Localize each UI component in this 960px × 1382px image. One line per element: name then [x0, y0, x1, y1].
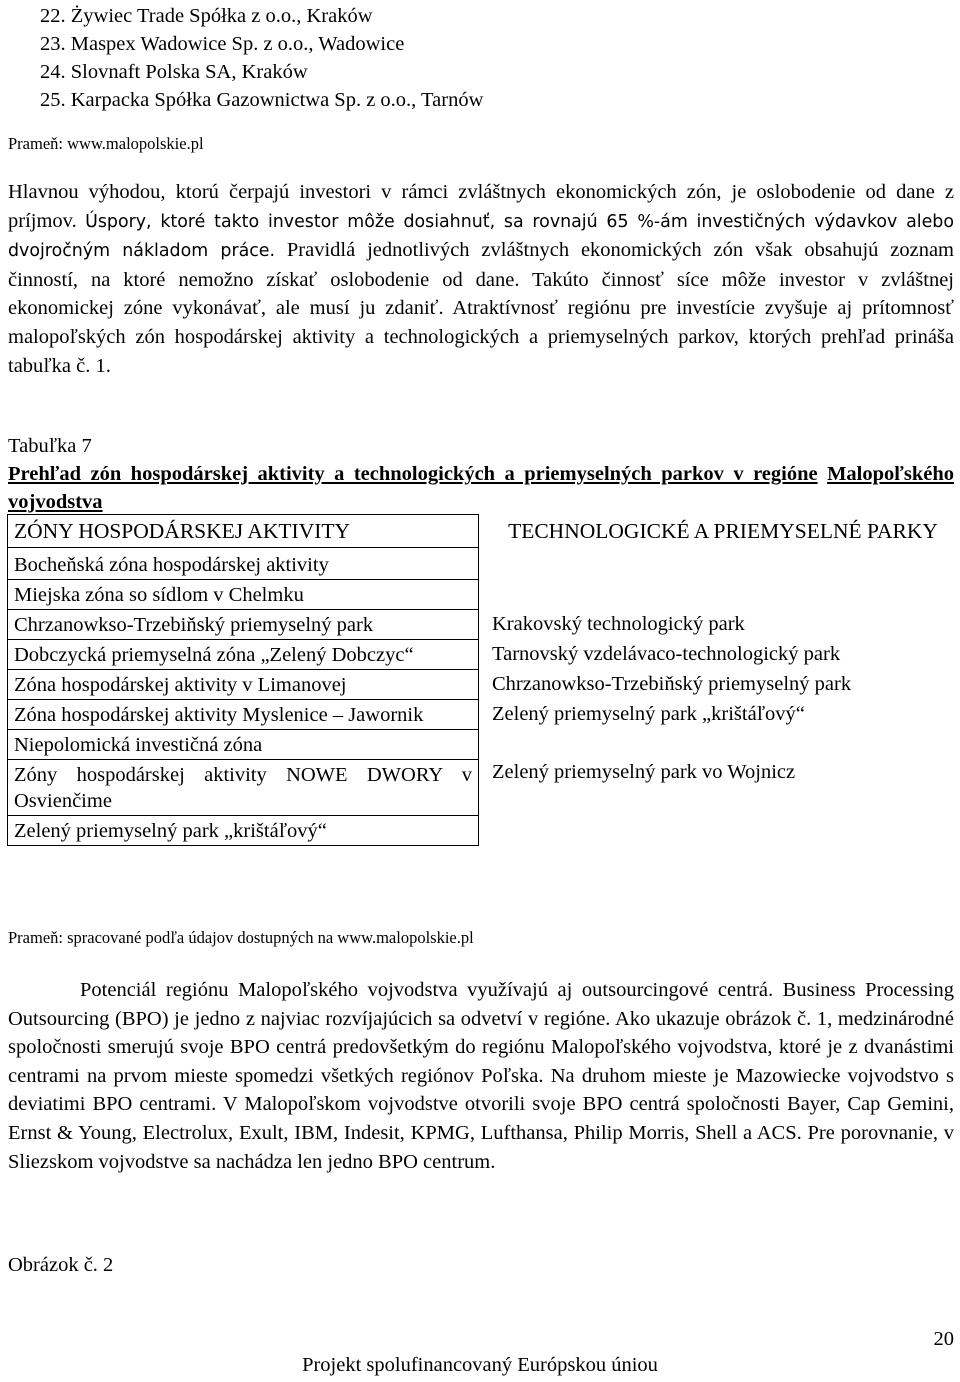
- column-header-zones: ZÓNY HOSPODÁRSKEJ AKTIVITY: [8, 515, 479, 548]
- column-header-parks: TECHNOLOGICKÉ A PRIEMYSELNÉ PARKY: [508, 519, 938, 543]
- table-cell: Bocheňská zóna hospodárskej aktivity: [8, 548, 479, 580]
- parks-column: [492, 514, 954, 783]
- source-note: Prameň: www.malopolskie.pl: [8, 134, 204, 153]
- list-item: Zelený priemyselný park „krištáľový“: [492, 703, 805, 725]
- table-cell: Miejska zóna so sídlom v Chelmku: [8, 580, 479, 610]
- body-paragraph: Potenciál regiónu Malopoľského vojvodstva využívajú aj outsourcingové centrá. Business Processing Outsourcing (BPO) je jedno z najviac rozvíjajúcich sa odvetví v regióne. Ako ukazuje obrázok č. 1, medzinárodné spoločnosti smerujú svoje BPO centrá predovšetkým do regiónu Malopoľského vojvodstva, ktoré je z dvanástimi centrami na prvom mieste spomedzi všetkých regiónov Poľska. Na druhom mieste je Mazowiecke vojvodstvo s deviatimi BPO centrami. V Malopoľskom vojvodstve otvorili svoje BPO centrá spoločnosti Bayer, Cap Gemini, Ernst & Young, Electrolux, Exult, IBM, Indesit, KPMG, Lufthansa, Philip Morris, Shell a ACS. Pre porovnanie, v Sliezskom vojvodstve sa nachádza len jedno BPO centrum.: [8, 979, 954, 1173]
- table-cell: Dobczycká priemyselná zóna „Zelený Dobczyc“: [8, 640, 479, 670]
- table-cell: Zóny hospodárskej aktivity NOWE DWORY v Osvienčime: [8, 760, 479, 816]
- table-source: Prameň: spracované podľa údajov dostupných na www.malopolskie.pl: [8, 928, 474, 947]
- list-item: 24. Slovnaft Polska SA, Kraków: [40, 61, 308, 83]
- company-list: [40, 2, 483, 114]
- table-title-line: Prehľad zón hospodárskej aktivity a technologických a priemyselných parkov v regióne: [8, 463, 818, 485]
- list-item: Tarnovský vzdelávaco-technologický park: [492, 643, 841, 665]
- zones-table: [7, 514, 479, 846]
- table-cell: Niepolomická investičná zóna: [8, 730, 479, 760]
- list-item: 22. Żywiec Trade Spółka z o.o., Kraków: [40, 5, 373, 27]
- table-title: [8, 460, 954, 516]
- table-cell: Zelený priemyselný park „krištáľový“: [8, 816, 479, 846]
- paragraph-text: Pravidlá jednotlivých zvláštnych ekonomických zón však obsahujú zoznam činností, na ktoré nemožno získať oslobodenie od dane. Takúto činnosť síce môže investor v zvláštnej ekonomickej zóne vykonávať, ale musí ju zdaniť. Atraktívnosť regiónu pre investície zvyšuje aj prítomnosť malopoľských zón hospodárskej aktivity a technologických a priemyselných parkov, ktorých prehľad prináša tabuľka č. 1.: [8, 239, 954, 377]
- figure-label: Obrázok č. 2: [8, 1254, 114, 1276]
- page-number: 20: [933, 1328, 954, 1350]
- paragraph-text: Hlavnou výhodou, ktorú čerpajú investori v rámci zvláštnych ekonomických zón, je oslobodenie od dane z príjmov.: [8, 181, 954, 232]
- body-paragraph: [8, 178, 954, 380]
- table-cell: Zóna hospodárskej aktivity Myslenice – Jawornik: [8, 700, 479, 730]
- list-item: 23. Maspex Wadowice Sp. z o.o., Wadowice: [40, 33, 405, 55]
- list-item: Chrzanowkso-Trzebiňský priemyselný park: [492, 673, 852, 695]
- page-footer: Projekt spolufinancovaný Európskou úniou: [302, 1354, 658, 1376]
- table-cell: Chrzanowkso-Trzebiňský priemyselný park: [8, 610, 479, 640]
- table-title-line: Malopoľského vojvodstva: [8, 463, 955, 513]
- list-item: Krakovský technologický park: [492, 613, 745, 635]
- list-item: 25. Karpacka Spółka Gazownictwa Sp. z o.o., Tarnów: [40, 89, 484, 111]
- table-cell: Zóna hospodárskej aktivity v Limanovej: [8, 670, 479, 700]
- table-caption: Tabuľka 7: [8, 435, 92, 457]
- list-item: Zelený priemyselný park vo Wojnicz: [492, 761, 796, 783]
- paragraph-text-sans: Úspory, ktoré takto investor môže dosiahnuť, sa rovnajú 65 %-ám investičných výdavkov alebo dvojročným nákladom práce.: [8, 211, 954, 262]
